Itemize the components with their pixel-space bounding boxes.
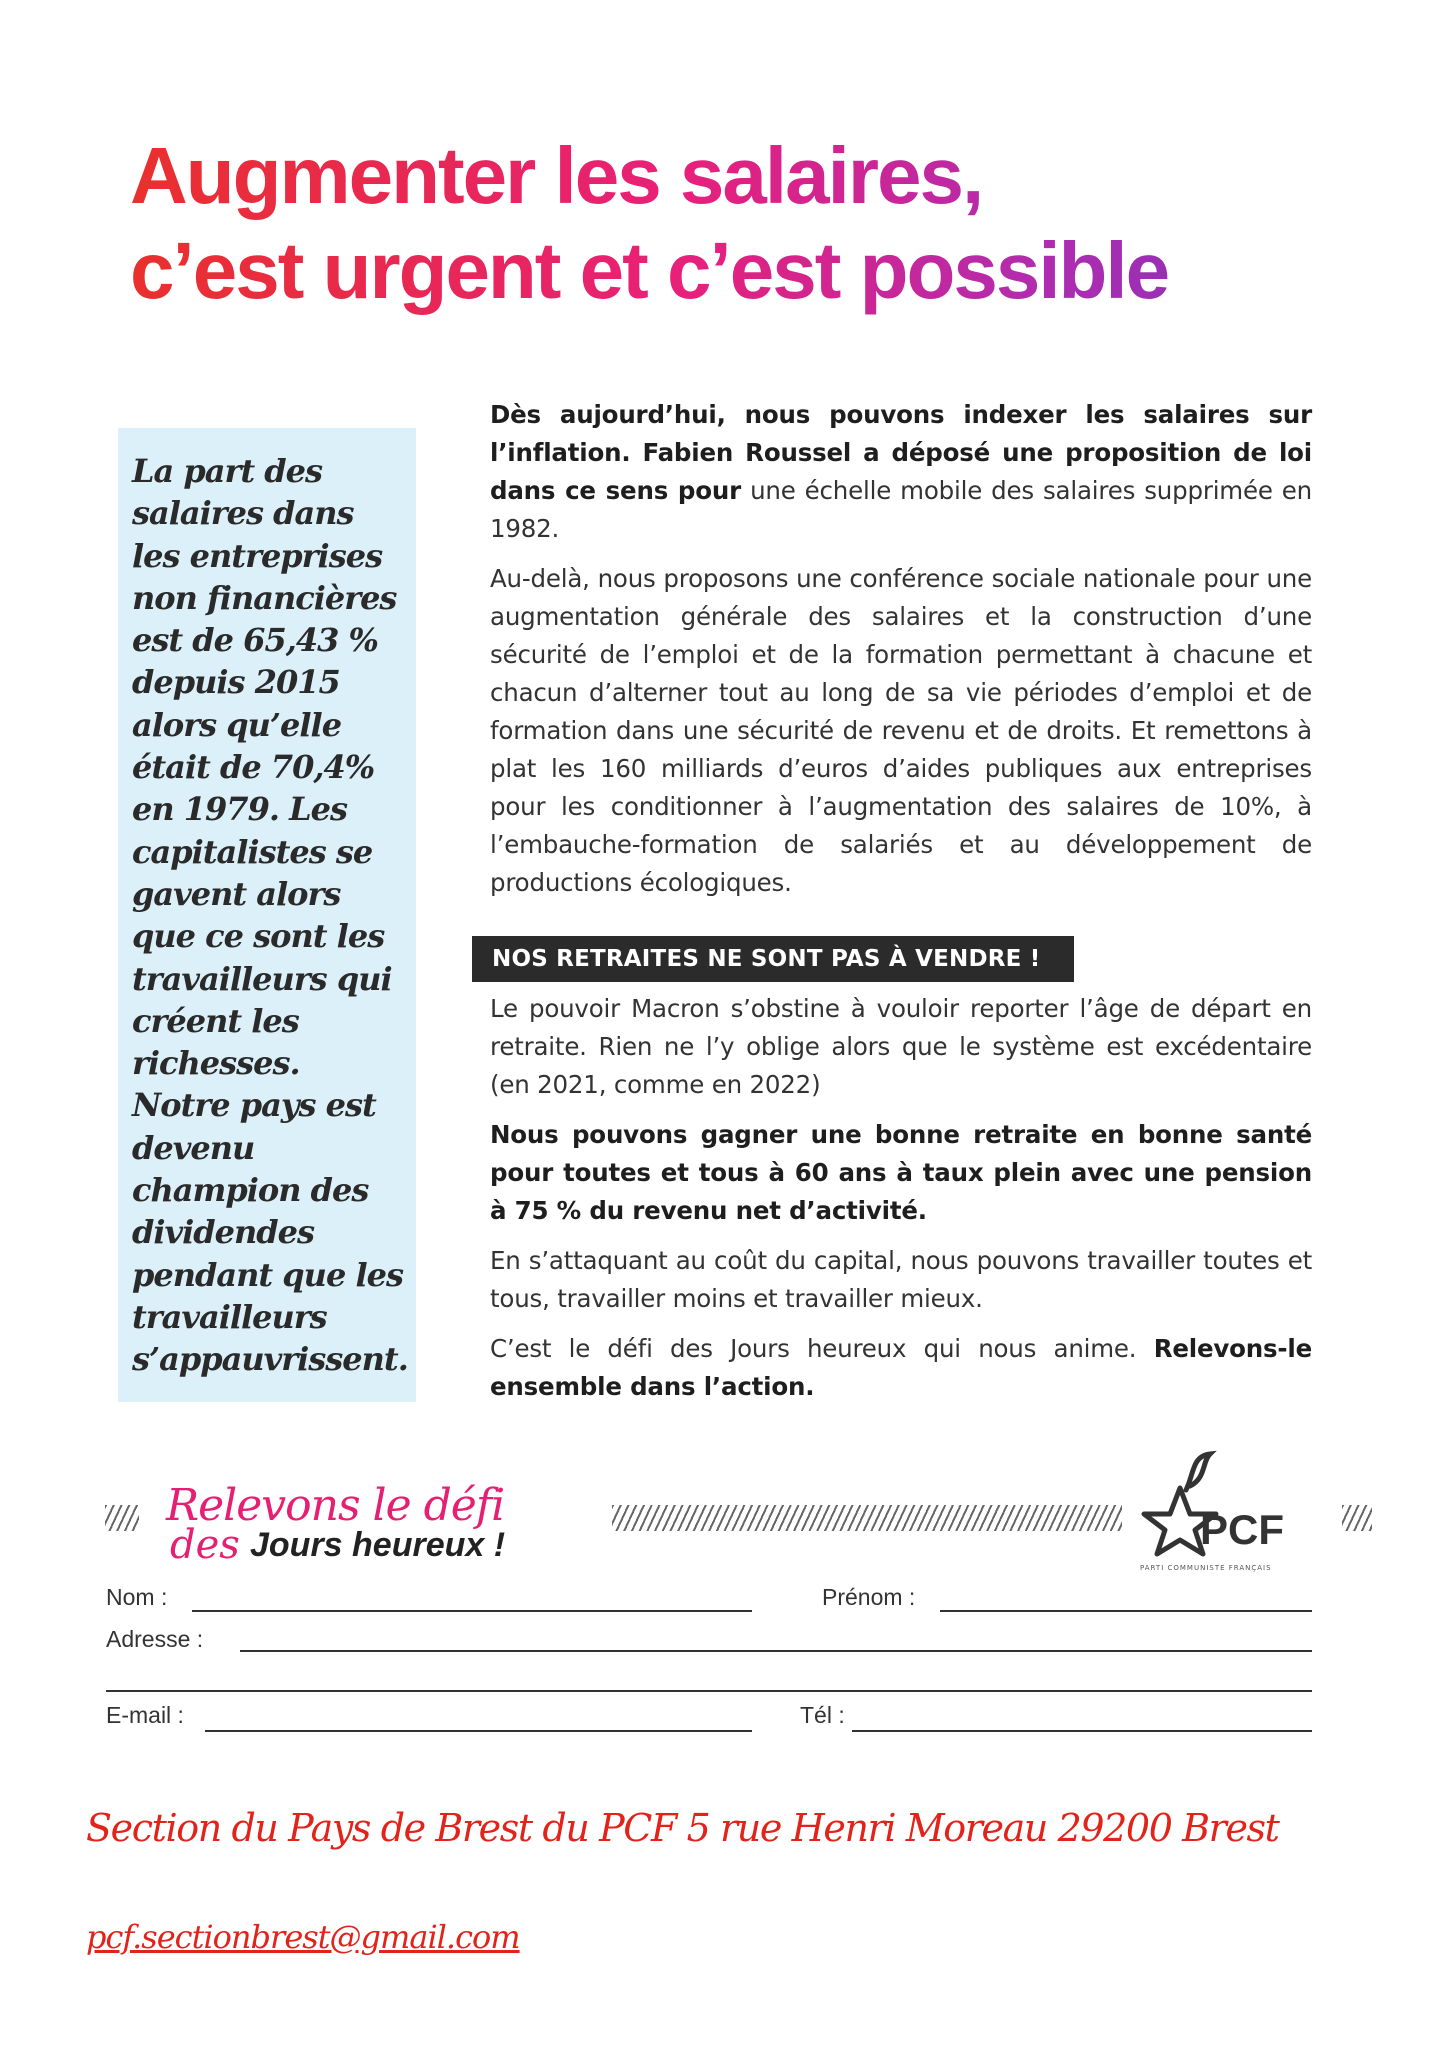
hatch-left xyxy=(105,1505,139,1531)
paragraph-macron: Le pouvoir Macron s’obstine à vouloir reporter l’âge de départ en retraite. Rien ne l’y oblige alors que le système est excédentaire (en 2021, comme en 2022) xyxy=(490,994,1312,1099)
slogan-line-2b: Jours heureux ! xyxy=(250,1526,506,1564)
paragraph-capital: En s’attaquant au coût du capital, nous pouvons travailler toutes et tous, travailler moins et travailler mieux. xyxy=(490,1246,1312,1313)
paragraph-indexation-bold: Dès aujourd’hui, nous pouvons indexer les salaires sur l’inflation. Fabien Roussel a déposé une proposition de loi dans ce sens pour xyxy=(490,400,1312,505)
prenom-field[interactable] xyxy=(940,1610,1312,1612)
section-address: Section du Pays de Brest du PCF 5 rue Henri Moreau 29200 Brest xyxy=(86,1806,1279,1850)
slogan-line-2a: des xyxy=(170,1522,240,1568)
email-label: E-mail : xyxy=(106,1702,184,1728)
paragraph-indexation xyxy=(490,396,1312,548)
slogan-line-1: Relevons le défi xyxy=(166,1480,505,1531)
adresse-label: Adresse : xyxy=(106,1626,204,1652)
title-line-2: c’est urgent et c’est possible xyxy=(130,226,1169,315)
slogan-jours-heureux xyxy=(150,1480,570,1570)
sidebar-quote-box xyxy=(118,428,416,1402)
sidebar-text: La part des salaires dans les entreprises non financières est de 65,43 % depuis 2015 alors qu’elle était de 70,4% en 1979. Les capitalistes se gavent alors que ce sont les travailleurs qui créent les richesses. Notre pays est devenu champion des dividendes pendant que les travailleurs s’appauvrissent. xyxy=(132,452,408,1379)
hatch-right xyxy=(1342,1505,1372,1531)
pcf-logo xyxy=(1140,1448,1330,1578)
section-email-link[interactable]: pcf.sectionbrest@gmail.com xyxy=(86,1918,520,1956)
hatch-middle xyxy=(612,1505,1122,1531)
email-field[interactable] xyxy=(205,1730,752,1732)
adresse-field-line-2[interactable] xyxy=(106,1690,1312,1692)
nom-field[interactable] xyxy=(192,1610,752,1612)
pcf-logo-subtitle: PARTI COMMUNISTE FRANÇAIS xyxy=(1140,1564,1272,1572)
main-title xyxy=(130,128,1350,318)
main-text-column xyxy=(490,396,1312,1418)
adresse-field[interactable] xyxy=(240,1650,1312,1652)
paragraph-defi-text: C’est le défi des Jours heureux qui nous anime. xyxy=(490,1334,1154,1363)
paragraph-retraite-bold-text: Nous pouvons gagner une bonne retraite en bonne santé pour toutes et tous à 60 ans à taux plein avec une pension à 75 % du revenu net d’activité. xyxy=(490,1120,1312,1225)
paragraph-defi-bold: Relevons-le ensemble dans l’action. xyxy=(490,1334,1312,1401)
title-line-1: Augmenter les salaires, xyxy=(130,131,983,220)
pcf-logo-text: PCF xyxy=(1200,1506,1284,1553)
paragraph-indexation-rest: une échelle mobile des salaires supprimée en 1982. xyxy=(490,476,1312,543)
prenom-label: Prénom : xyxy=(822,1584,916,1610)
section-heading-retraites: NOS RETRAITES NE SONT PAS À VENDRE ! xyxy=(472,936,1074,982)
tel-field[interactable] xyxy=(852,1730,1312,1732)
tel-label: Tél : xyxy=(800,1702,845,1728)
paragraph-retraite-bold xyxy=(490,1116,1312,1230)
nom-label: Nom : xyxy=(106,1584,168,1610)
paragraph-conference: Au-delà, nous proposons une conférence sociale nationale pour une augmentation générale des salaires et la construction d’une sécurité de l’emploi et de la formation permettant à chacune et chacun d’alterner tout au long de sa vie périodes d’emploi et de formation dans une sécurité de revenu et de droits. Et remettons à plat les 160 milliards d’euros d’aides publiques aux entreprises pour les conditionner à l’augmentation des salaires de 10%, à l’embauche-formation de salariés et au développement de productions écologiques. xyxy=(490,564,1312,897)
paragraph-defi xyxy=(490,1330,1312,1406)
